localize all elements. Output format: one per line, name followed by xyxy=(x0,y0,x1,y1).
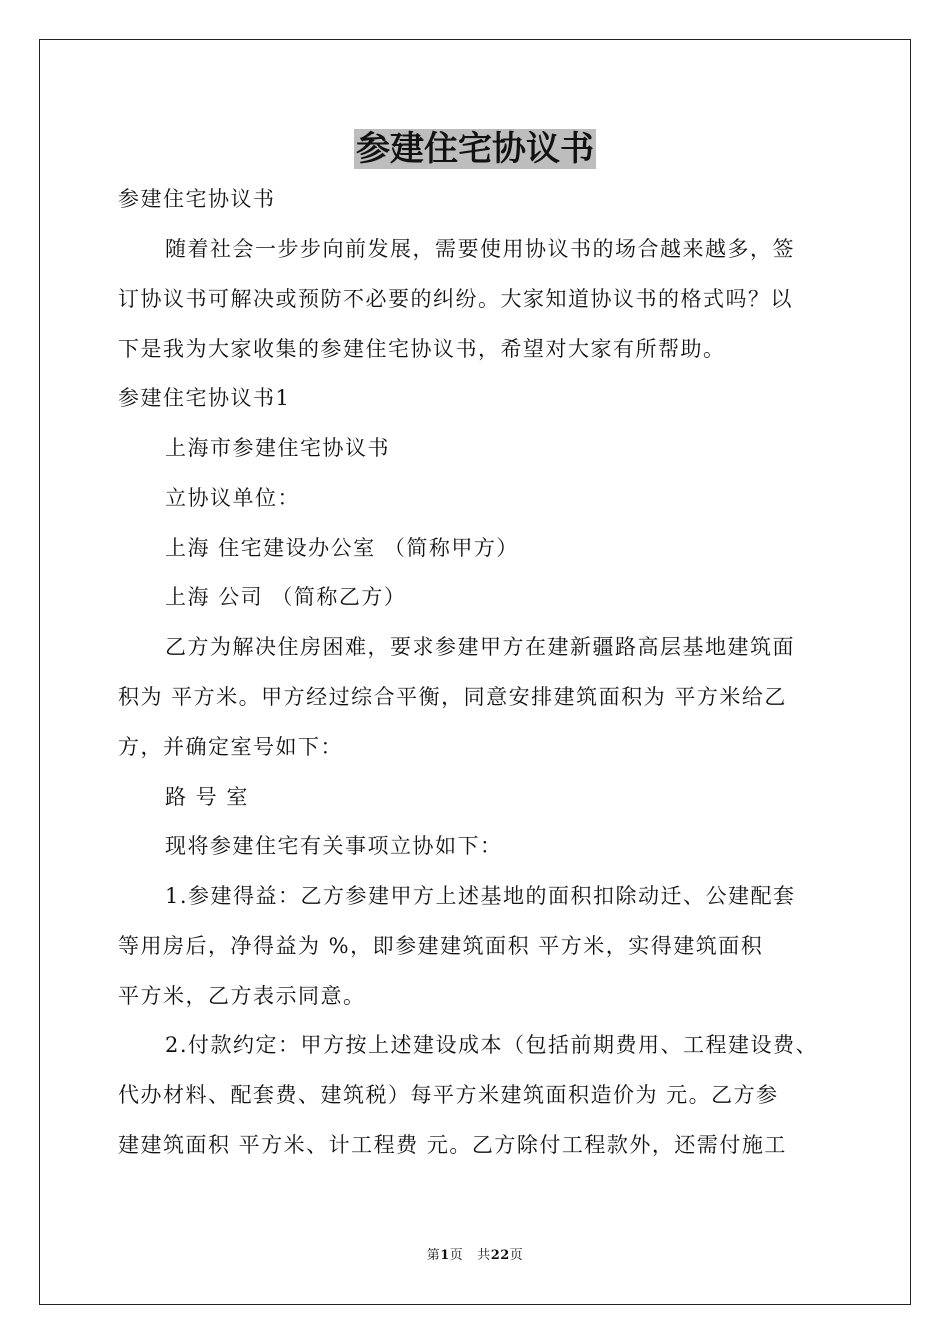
page-border xyxy=(39,39,911,1305)
footer-page-suffix: 页 xyxy=(449,1248,464,1263)
body-line: 上海 公司 （简称乙方） xyxy=(165,585,407,609)
body-line: 等用房后，净得益为 %，即参建建筑面积 平方米，实得建筑面积 xyxy=(118,934,764,958)
document-title-highlight: 参建住宅协议书 xyxy=(356,129,594,169)
body-line-subtitle: 参建住宅协议书 xyxy=(118,187,276,211)
body-line: 现将参建住宅有关事项立协如下： xyxy=(165,834,503,858)
footer-page-prefix: 第 xyxy=(426,1248,441,1263)
footer-total-pages: 22 xyxy=(490,1248,510,1263)
body-line: 下是我为大家收集的参建住宅协议书，希望对大家有所帮助。 xyxy=(118,337,726,361)
footer-page-number: 1 xyxy=(440,1248,450,1263)
section-heading: 参建住宅协议书1 xyxy=(118,386,291,410)
footer-total-prefix: 共 xyxy=(477,1248,491,1263)
body-line: 1.参建得益：乙方参建甲方上述基地的面积扣除动迁、公建配套 xyxy=(165,884,796,908)
body-line: 订协议书可解决或预防不必要的纠纷。大家知道协议书的格式吗？以 xyxy=(118,287,793,311)
body-line: 方，并确定室号如下： xyxy=(118,735,343,759)
body-line: 2.付款约定：甲方按上述建设成本（包括前期费用、工程建设费、 xyxy=(165,1033,819,1057)
body-line: 随着社会一步步向前发展，需要使用协议书的场合越来越多，签 xyxy=(165,237,795,261)
body-line: 立协议单位： xyxy=(165,486,300,510)
body-line: 积为 平方米。甲方经过综合平衡，同意安排建筑面积为 平方米给乙 xyxy=(118,685,787,709)
body-line: 代办材料、配套费、建筑税）每平方米建筑面积造价为 元。乙方参 xyxy=(118,1083,779,1107)
body-line: 上海市参建住宅协议书 xyxy=(165,436,390,460)
body-line: 建建筑面积 平方米、计工程费 元。乙方除付工程款外，还需付施工 xyxy=(118,1133,787,1157)
body-line: 乙方为解决住房困难，要求参建甲方在建新疆路高层基地建筑面 xyxy=(165,635,795,659)
document-title xyxy=(0,127,950,171)
body-line: 上海 住宅建设办公室 （简称甲方） xyxy=(165,536,519,560)
page-footer xyxy=(0,1247,950,1265)
footer-total-suffix: 页 xyxy=(509,1248,524,1263)
body-line: 路 号 室 xyxy=(165,785,249,809)
body-line: 平方米，乙方表示同意。 xyxy=(118,984,366,1008)
